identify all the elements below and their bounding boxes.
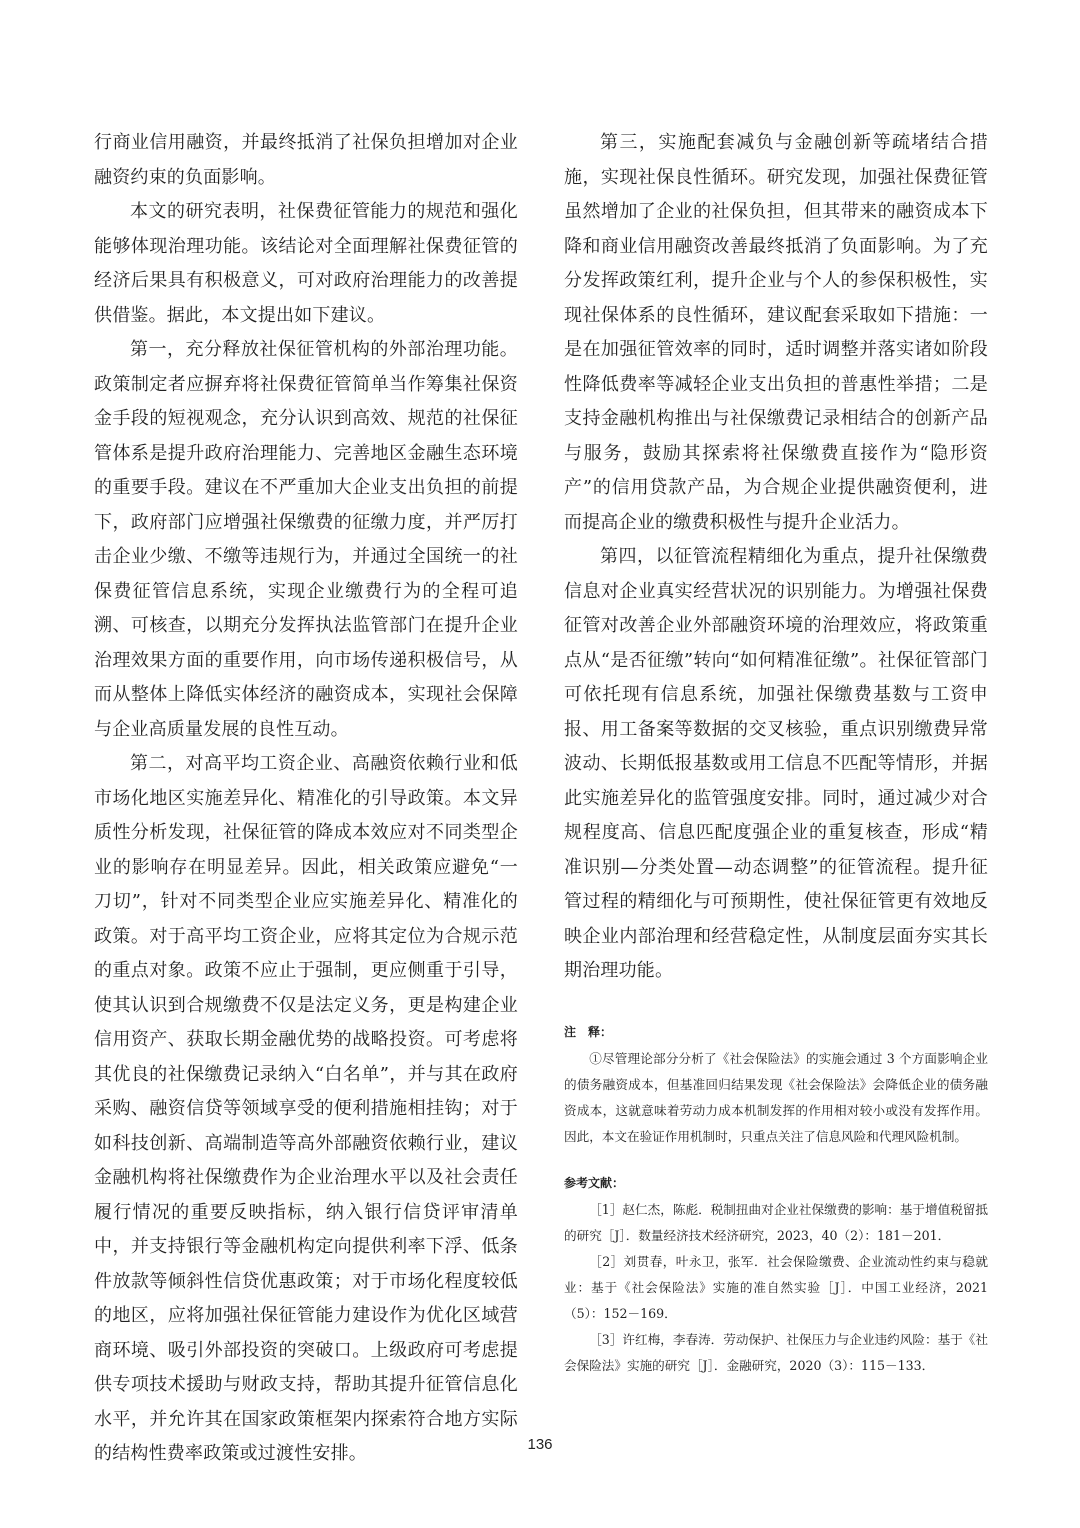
- reference-item: ［1］赵仁杰，陈彪．税制扭曲对企业社保缴费的影响：基于增值税留抵的研究［J］．数量经济技术经济研究，2023，40（2）：181－201．: [564, 1201, 988, 1243]
- body-paragraph: 本文的研究表明，社保费征管能力的规范和强化能够体现治理功能。该结论对全面理解社保费征管的经济后果具有积极意义，可对政府治理能力的改善提供借鉴。据此，本文提出如下建议。: [94, 201, 518, 326]
- body-paragraph: 第一，充分释放社保征管机构的外部治理功能。政策制定者应摒弃将社保费征管简单当作筹集社保资金手段的短视观念，充分认识到高效、规范的社保征管体系是提升政府治理能力、完善地区金融生态环境的重要手段。建议在不严重加大企业支出负担的前提下，政府部门应增强社保缴费的征缴力度，并严厉打击企业少缴、不缴等违规行为，并通过全国统一的社保费征管信息系统，实现企业缴费行为的全程可追溯、可核查，以期充分发挥执法监管部门在提升企业治理效果方面的重要作用，向市场传递积极信号，从而从整体上降低实体经济的融资成本，实现社会保障与企业高质量发展的良性互动。: [94, 339, 518, 740]
- body-paragraph: 第二，对高平均工资企业、高融资依赖行业和低市场化地区实施差异化、精准化的引导政策。本文异质性分析发现，社保征管的降成本效应对不同类型企业的影响存在明显差异。因此，相关政策应避免“一刀切”，针对不同类型企业应实施差异化、精准化的政策。对于高平均工资企业，应将其定位为合规示范的重点对象。政策不应止于强制，更应侧重于引导，使其认识到合规缴费不仅是法定义务，更是构建企业信用资产、获取长期金融优势的战略投资。可考虑将其优良的社保缴费记录纳入“白名单”，并与其在政府采购、融资信贷等领域享受的便利措施相挂钩；对于如科技创新、高端制造等高外部融资依赖行业，建议金融机构将社保缴费作为企业治理水平以及社会责任履行情况的重要反映指标，纳入银行信贷评审清单中，并支持银行等金融机构定向提供利率下浮、低条件放款等倾斜性信贷优惠政策；对于市场化程度较低的地区，应将加强社保征管能力建设作为优化区域营商环境、吸引外部投资的突破口。上级政府可考虑提供专项技术援助与财政支持，帮助其提升征管信息化水平，并允许其在国家政策框架内探索符合地方实际的结构性费率政策或过渡性安排。: [94, 753, 518, 1464]
- references-heading: 参考文献：: [564, 1175, 625, 1190]
- reference-item: ［3］许红梅，李春涛．劳动保护、社保压力与企业违约风险：基于《社会保险法》实施的研究［J］．金融研究，2020（3）：115－133．: [564, 1331, 988, 1373]
- right-column: [564, 126, 988, 1379]
- notes-heading: 注 释：: [564, 1024, 613, 1039]
- body-paragraph: 第四，以征管流程精细化为重点，提升社保缴费信息对企业真实经营状况的识别能力。为增强社保费征管对改善企业外部融资环境的治理效应，将政策重点从“是否征缴”转向“如何精准征缴”。社保征管部门可依托现有信息系统，加强社保缴费基数与工资申报、用工备案等数据的交叉核验，重点识别缴费异常波动、长期低报基数或用工信息不匹配等情形，并据此实施差异化的监管强度安排。同时，通过减少对合规程度高、信息匹配度强企业的重复核查，形成“精准识别—分类处置—动态调整”的征管流程。提升征管过程的精细化与可预期性，使社保征管更有效地反映企业内部治理和经营稳定性，从制度层面夯实其长期治理功能。: [564, 546, 988, 981]
- body-paragraph: 第三，实施配套减负与金融创新等疏堵结合措施，实现社保良性循环。研究发现，加强社保费征管虽然增加了企业的社保负担，但其带来的融资成本下降和商业信用融资改善最终抵消了负面影响。为了充分发挥政策红利，提升企业与个人的参保积极性，实现社保体系的良性循环，建议配套采取如下措施：一是在加强征管效率的同时，适时调整并落实诸如阶段性降低费率等减轻企业支出负担的普惠性举措；二是支持金融机构推出与社保缴费记录相结合的创新产品与服务，鼓励其探索将社保缴费直接作为“隐形资产”的信用贷款产品，为合规企业提供融资便利，进而提高企业的缴费积极性与提升企业活力。: [564, 132, 988, 533]
- left-column: [94, 126, 518, 1472]
- reference-item: ［2］刘贯春，叶永卫，张军．社会保险缴费、企业流动性约束与稳就业：基于《社会保险法》实施的准自然实验［J］．中国工业经济，2021（5）：152－169．: [564, 1253, 988, 1321]
- footnote: ①尽管理论部分分析了《社会保险法》的实施会通过 3 个方面影响企业的债务融资成本，但基准回归结果发现《社会保险法》会降低企业的债务融资成本，这就意味着劳动力成本机制发挥的作用相对较小或没有发挥作用。因此，本文在验证作用机制时，只重点关注了信息风险和代理风险机制。: [564, 1050, 988, 1144]
- body-paragraph: 行商业信用融资，并最终抵消了社保负担增加对企业融资约束的负面影响。: [94, 132, 518, 188]
- page-number: 136: [527, 1436, 553, 1453]
